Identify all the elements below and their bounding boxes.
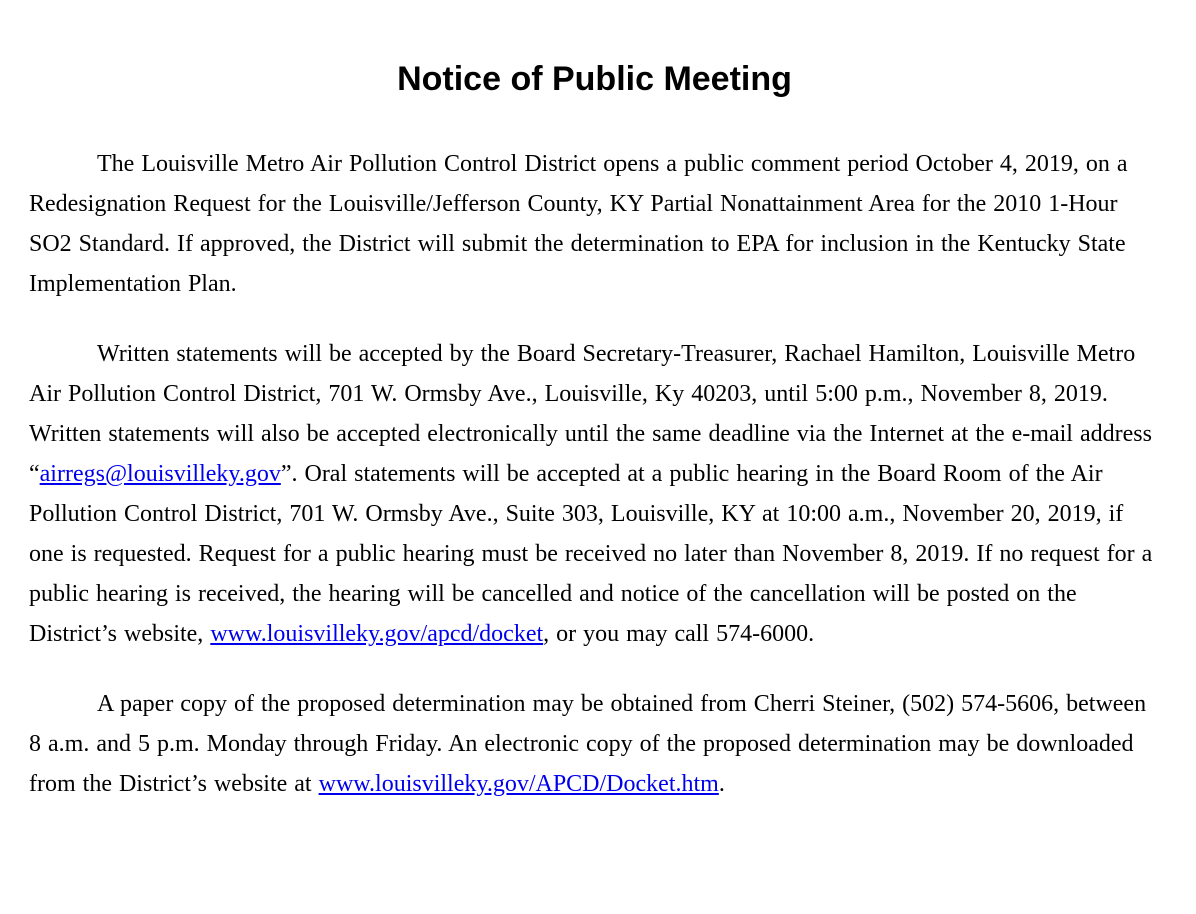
paragraph bbox=[29, 144, 1160, 304]
paragraph-text: , or you may call 574-6000. bbox=[543, 621, 815, 647]
page-title: Notice of Public Meeting bbox=[397, 60, 792, 98]
paragraph-text: The Louisville Metro Air Pollution Control District opens a public comment period October 4, 2019, on a Redesignation Request for the Louisville/Jefferson County, KY Partial Nonattainment Area for the 2010 1-Hour SO2 Standard. If approved, the District will submit the determination to EPA for inclusion in the Kentucky State Implementation Plan. bbox=[29, 151, 1128, 297]
paragraph-text: Written statements will be accepted by the Board Secretary-Treasurer, Rachael Hamilton, Louisville Metro Air Pollution Control District, 701 W. Ormsby Ave., Louisville, Ky 40203, until 5:00 p.m., November 8, 2019. Written statements will also be accepted electronically until the same deadline via the Internet at the e-mail address “ bbox=[29, 341, 1152, 487]
docket-htm-link[interactable]: www.louisvilleky.gov/APCD/Docket.htm bbox=[318, 771, 719, 797]
paragraph bbox=[29, 334, 1160, 654]
docket-link[interactable]: www.louisvilleky.gov/apcd/docket bbox=[210, 621, 544, 647]
paragraph-text: ”. Oral statements will be accepted at a public hearing in the Board Room of the Air Pollution Control District, 701 W. Ormsby Ave., Suite 303, Louisville, KY at 10:00 a.m., November 20, 2019, if one is requested. Request for a public hearing must be received no later than November 8, 2019. If no request for a public hearing is received, the hearing will be cancelled and notice of the cancellation will be posted on the District’s website, bbox=[29, 461, 1153, 647]
email-link[interactable]: airregs@louisvilleky.gov bbox=[39, 461, 281, 487]
document-body bbox=[29, 144, 1160, 804]
paragraph-text: A paper copy of the proposed determination may be obtained from Cherri Steiner, (502) 574-5606, between 8 a.m. and 5 p.m. Monday through Friday. An electronic copy of the proposed determination may be downloaded from the District’s website at bbox=[29, 691, 1147, 797]
paragraph bbox=[29, 684, 1160, 804]
paragraph-text: . bbox=[718, 771, 725, 797]
